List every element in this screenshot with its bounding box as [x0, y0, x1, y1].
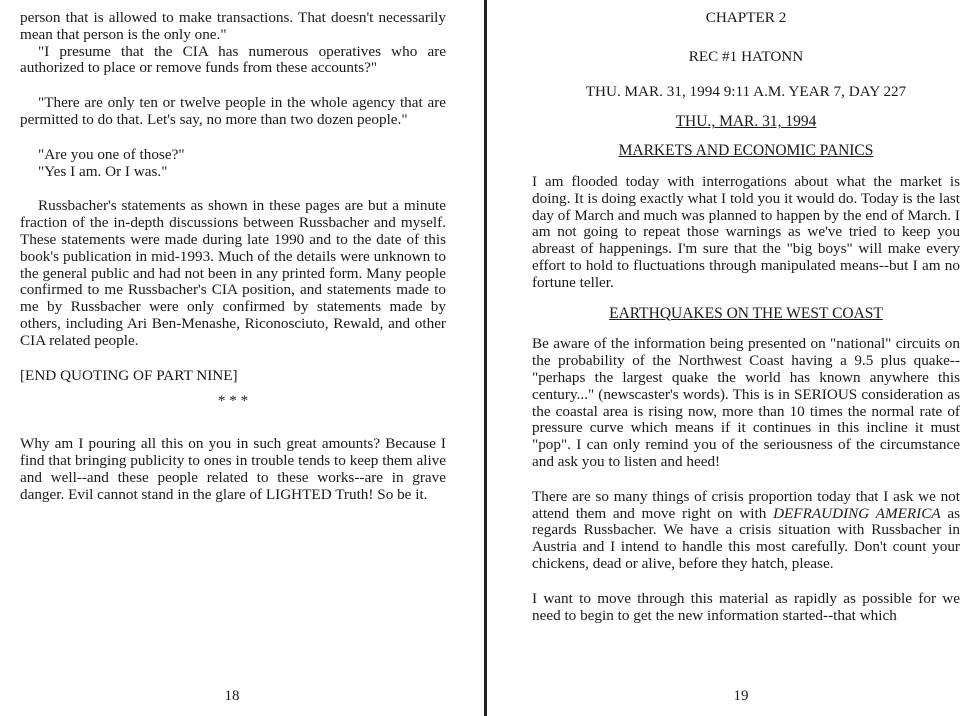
dateline: THU. MAR. 31, 1994 9:11 A.M. YEAR 7, DAY 227	[585, 82, 907, 100]
section-heading: MARKETS AND ECONOMIC PANICS	[618, 142, 874, 160]
paragraph: I want to move through this material as rapidly as possible for we need to begin to get the new information started--that which	[532, 589, 960, 624]
paragraph-text: as regards Russbacher. We have a crisis situation with Russbacher in Austria and I intend to handle this most carefully. Don't count your chickens, dead or alive, before they hatch, please.	[532, 504, 960, 572]
paragraph: I am flooded today with interrogations about what the market is doing. It is doing exactly what I told you it would do. Today is the last day of March and much was planned to happen by the end of March. I am not going to repeat those warnings as we've tried to keep you abreast of happenings. I'm sure that the "big boys" will make every effort to hold to fluctuations through manipulated means--but I am no fortune teller.	[532, 172, 960, 291]
paragraph: Russbacher's statements as shown in these pages are but a minute fraction of the in-depth discussions between Russbacher and myself. These statements were made during late 1990 and to the date of this book's publication in mid-1993. Much of the details were unknown to the general public and had not been in any printed form. Many people confirmed to me Russbacher's CIA position, and statements made to me by Russbacher were only confirmed by statements made by others, including Ari Ben-Menashe, Riconosciuto, Rewald, and other CIA related people.	[20, 197, 446, 349]
left-page	[0, 0, 482, 716]
page-number: 18	[224, 688, 240, 704]
date-heading: THU., MAR. 31, 1994	[675, 113, 817, 131]
rec-line: REC #1 HATONN	[688, 47, 804, 65]
book-title: DEFRAUDING AMERICA	[773, 504, 941, 522]
section-heading: EARTHQUAKES ON THE WEST COAST	[609, 304, 883, 322]
left-text-column	[20, 10, 446, 503]
chapter-title: CHAPTER 2	[705, 9, 787, 26]
book-spine	[484, 0, 487, 716]
paragraph: "I presume that the CIA has numerous operatives who are authorized to place or remove funds from these accounts?"	[20, 42, 446, 77]
paragraph: "Are you one of those?"	[38, 145, 185, 163]
paragraph: Why am I pouring all this on you in such great amounts? Because I find that bringing publicity to ones in trouble tends to keep them alive and well--and these people related to these works--are in grave danger. Evil cannot stand in the glare of LIGHTED Truth! So be it.	[20, 435, 446, 503]
end-quote-marker: [END QUOTING OF PART NINE]	[20, 366, 238, 384]
paragraph: "There are only ten or twelve people in the whole agency that are permitted to do that. Let's say, no more than two dozen people."	[20, 94, 446, 128]
paragraph-text: There are so many things of crisis proportion today that I ask we not attend them and move right on with	[532, 487, 960, 522]
right-page	[488, 0, 978, 716]
paragraph: Be aware of the information being presented on "national" circuits on the probability of the Northwest Coast having a 9.5 plus quake--"perhaps the largest quake the world has known anywhere this century..." (newscaster's words). This is in SERIOUS consideration as the coastal area is rising now, more than 10 times the normal rate of pressure curve which means if it continues in this incline it must "pop". I can only remind you of the seriousness of the circumstance and ask you to listen and heed!	[532, 335, 960, 470]
right-text-column	[532, 10, 960, 624]
section-break: * * *	[217, 392, 249, 410]
paragraph: person that is allowed to make transactions. That doesn't necessarily mean that person is the only one."	[20, 9, 446, 43]
page-number: 19	[733, 688, 749, 704]
paragraph	[532, 489, 960, 573]
paragraph: "Yes I am. Or I was."	[38, 162, 168, 180]
